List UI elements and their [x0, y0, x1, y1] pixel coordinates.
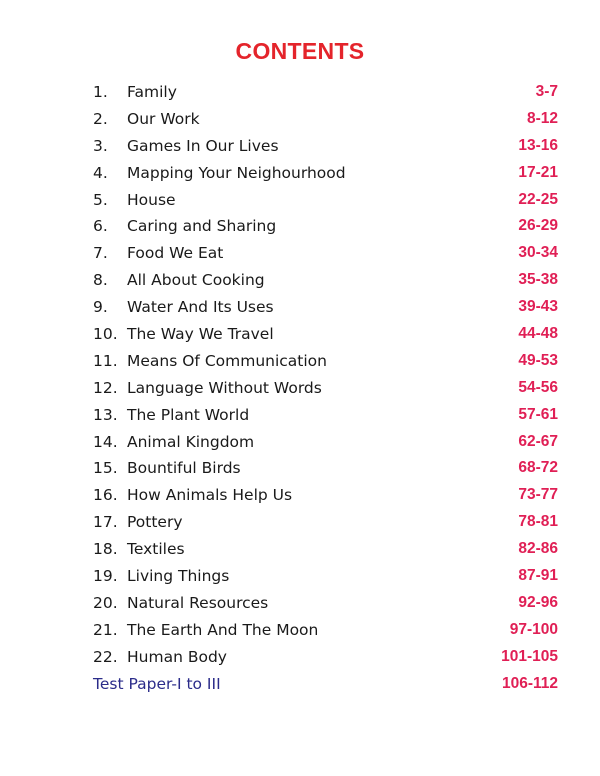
chapter-pages: 8-12: [526, 109, 558, 127]
chapter-number: 5.: [93, 190, 108, 209]
chapter-pages: 68-72: [518, 459, 558, 477]
chapter-title: The Plant World: [127, 405, 250, 424]
chapter-number: 16.: [93, 486, 118, 505]
toc-row: [0, 294, 600, 321]
chapter-title: The Way We Travel: [127, 325, 274, 344]
toc-row: [0, 321, 600, 348]
chapter-title: Language Without Words: [127, 378, 322, 397]
chapter-title: Pottery: [127, 513, 183, 532]
toc-row: [0, 590, 600, 617]
toc-row: [0, 267, 600, 294]
chapter-pages: 26-29: [518, 217, 558, 235]
chapter-number: 22.: [93, 647, 118, 666]
chapter-pages: 44-48: [518, 325, 558, 343]
chapter-title: Means Of Communication: [127, 351, 327, 370]
chapter-pages: 22-25: [518, 190, 558, 208]
chapter-title: House: [127, 190, 176, 209]
chapter-pages: 49-53: [518, 351, 558, 369]
chapter-title: Food We Eat: [127, 244, 224, 263]
toc-row: [0, 375, 600, 402]
test-paper-pages: 106-112: [501, 674, 558, 692]
toc-row: [0, 79, 600, 106]
toc-row: [0, 160, 600, 187]
chapter-title: Living Things: [127, 567, 230, 586]
chapter-title: Bountiful Birds: [127, 459, 241, 478]
chapter-pages: 39-43: [518, 298, 558, 316]
chapter-title: All About Cooking: [127, 271, 265, 290]
chapter-title: Human Body: [127, 647, 227, 666]
toc-row: [0, 402, 600, 429]
chapter-pages: 30-34: [518, 244, 558, 262]
toc-row: [0, 509, 600, 536]
chapter-pages: 3-7: [535, 83, 558, 100]
chapter-title: Our Work: [127, 109, 200, 128]
chapter-number: 3.: [93, 136, 108, 155]
chapter-pages: 78-81: [518, 513, 558, 531]
chapter-title: The Earth And The Moon: [127, 620, 319, 639]
chapter-number: 13.: [93, 405, 118, 424]
toc-row: [0, 240, 600, 267]
chapter-number: 20.: [93, 593, 118, 612]
toc-row: [0, 617, 600, 644]
chapter-number: 4.: [93, 163, 108, 182]
chapter-number: 14.: [93, 432, 118, 451]
toc-row: [0, 106, 600, 133]
chapter-number: 11.: [93, 351, 118, 370]
chapter-number: 9.: [93, 298, 108, 317]
chapter-pages: 92-96: [518, 593, 558, 611]
chapter-title: Mapping Your Neighourhood: [127, 163, 346, 182]
chapter-pages: 17-21: [518, 163, 558, 181]
chapter-number: 10.: [93, 325, 118, 344]
chapter-pages: 97-100: [509, 620, 558, 638]
chapter-pages: 57-61: [518, 405, 558, 423]
chapter-title: Textiles: [127, 540, 185, 559]
toc-row: [0, 429, 600, 456]
toc-row: [0, 187, 600, 214]
toc-row: [0, 644, 600, 671]
table-of-contents: [0, 79, 600, 697]
chapter-title: How Animals Help Us: [127, 486, 293, 505]
toc-row: [0, 482, 600, 509]
chapter-pages: 82-86: [518, 540, 558, 558]
chapter-pages: 73-77: [518, 486, 558, 504]
chapter-number: 12.: [93, 378, 118, 397]
chapter-number: 6.: [93, 217, 108, 236]
chapter-pages: 87-91: [518, 567, 558, 585]
chapter-number: 18.: [93, 540, 118, 559]
chapter-title: Caring and Sharing: [127, 217, 277, 236]
chapter-title: Games In Our Lives: [127, 136, 279, 155]
chapter-number: 21.: [93, 620, 118, 639]
chapter-pages: 62-67: [518, 432, 558, 450]
toc-row: [0, 536, 600, 563]
test-paper-title: Test Paper-I to III: [93, 674, 221, 693]
chapter-number: 15.: [93, 459, 118, 478]
chapter-number: 1.: [93, 83, 108, 101]
toc-row: [0, 455, 600, 482]
toc-row: [0, 213, 600, 240]
toc-row: [0, 563, 600, 590]
chapter-pages: 54-56: [518, 378, 558, 396]
toc-row: [0, 348, 600, 375]
chapter-title: Family: [127, 83, 177, 101]
toc-row-test-paper: [0, 671, 600, 698]
chapter-title: Water And Its Uses: [127, 298, 274, 317]
chapter-title: Animal Kingdom: [127, 432, 255, 451]
chapter-pages: 101-105: [501, 647, 558, 665]
chapter-number: 8.: [93, 271, 108, 290]
chapter-number: 7.: [93, 244, 108, 263]
chapter-number: 2.: [93, 109, 108, 128]
chapter-number: 19.: [93, 567, 118, 586]
chapter-title: Natural Resources: [127, 593, 269, 612]
chapter-number: 17.: [93, 513, 118, 532]
chapter-pages: 13-16: [518, 136, 558, 154]
toc-row: [0, 133, 600, 160]
chapter-pages: 35-38: [518, 271, 558, 289]
page-title: CONTENTS: [235, 38, 365, 64]
